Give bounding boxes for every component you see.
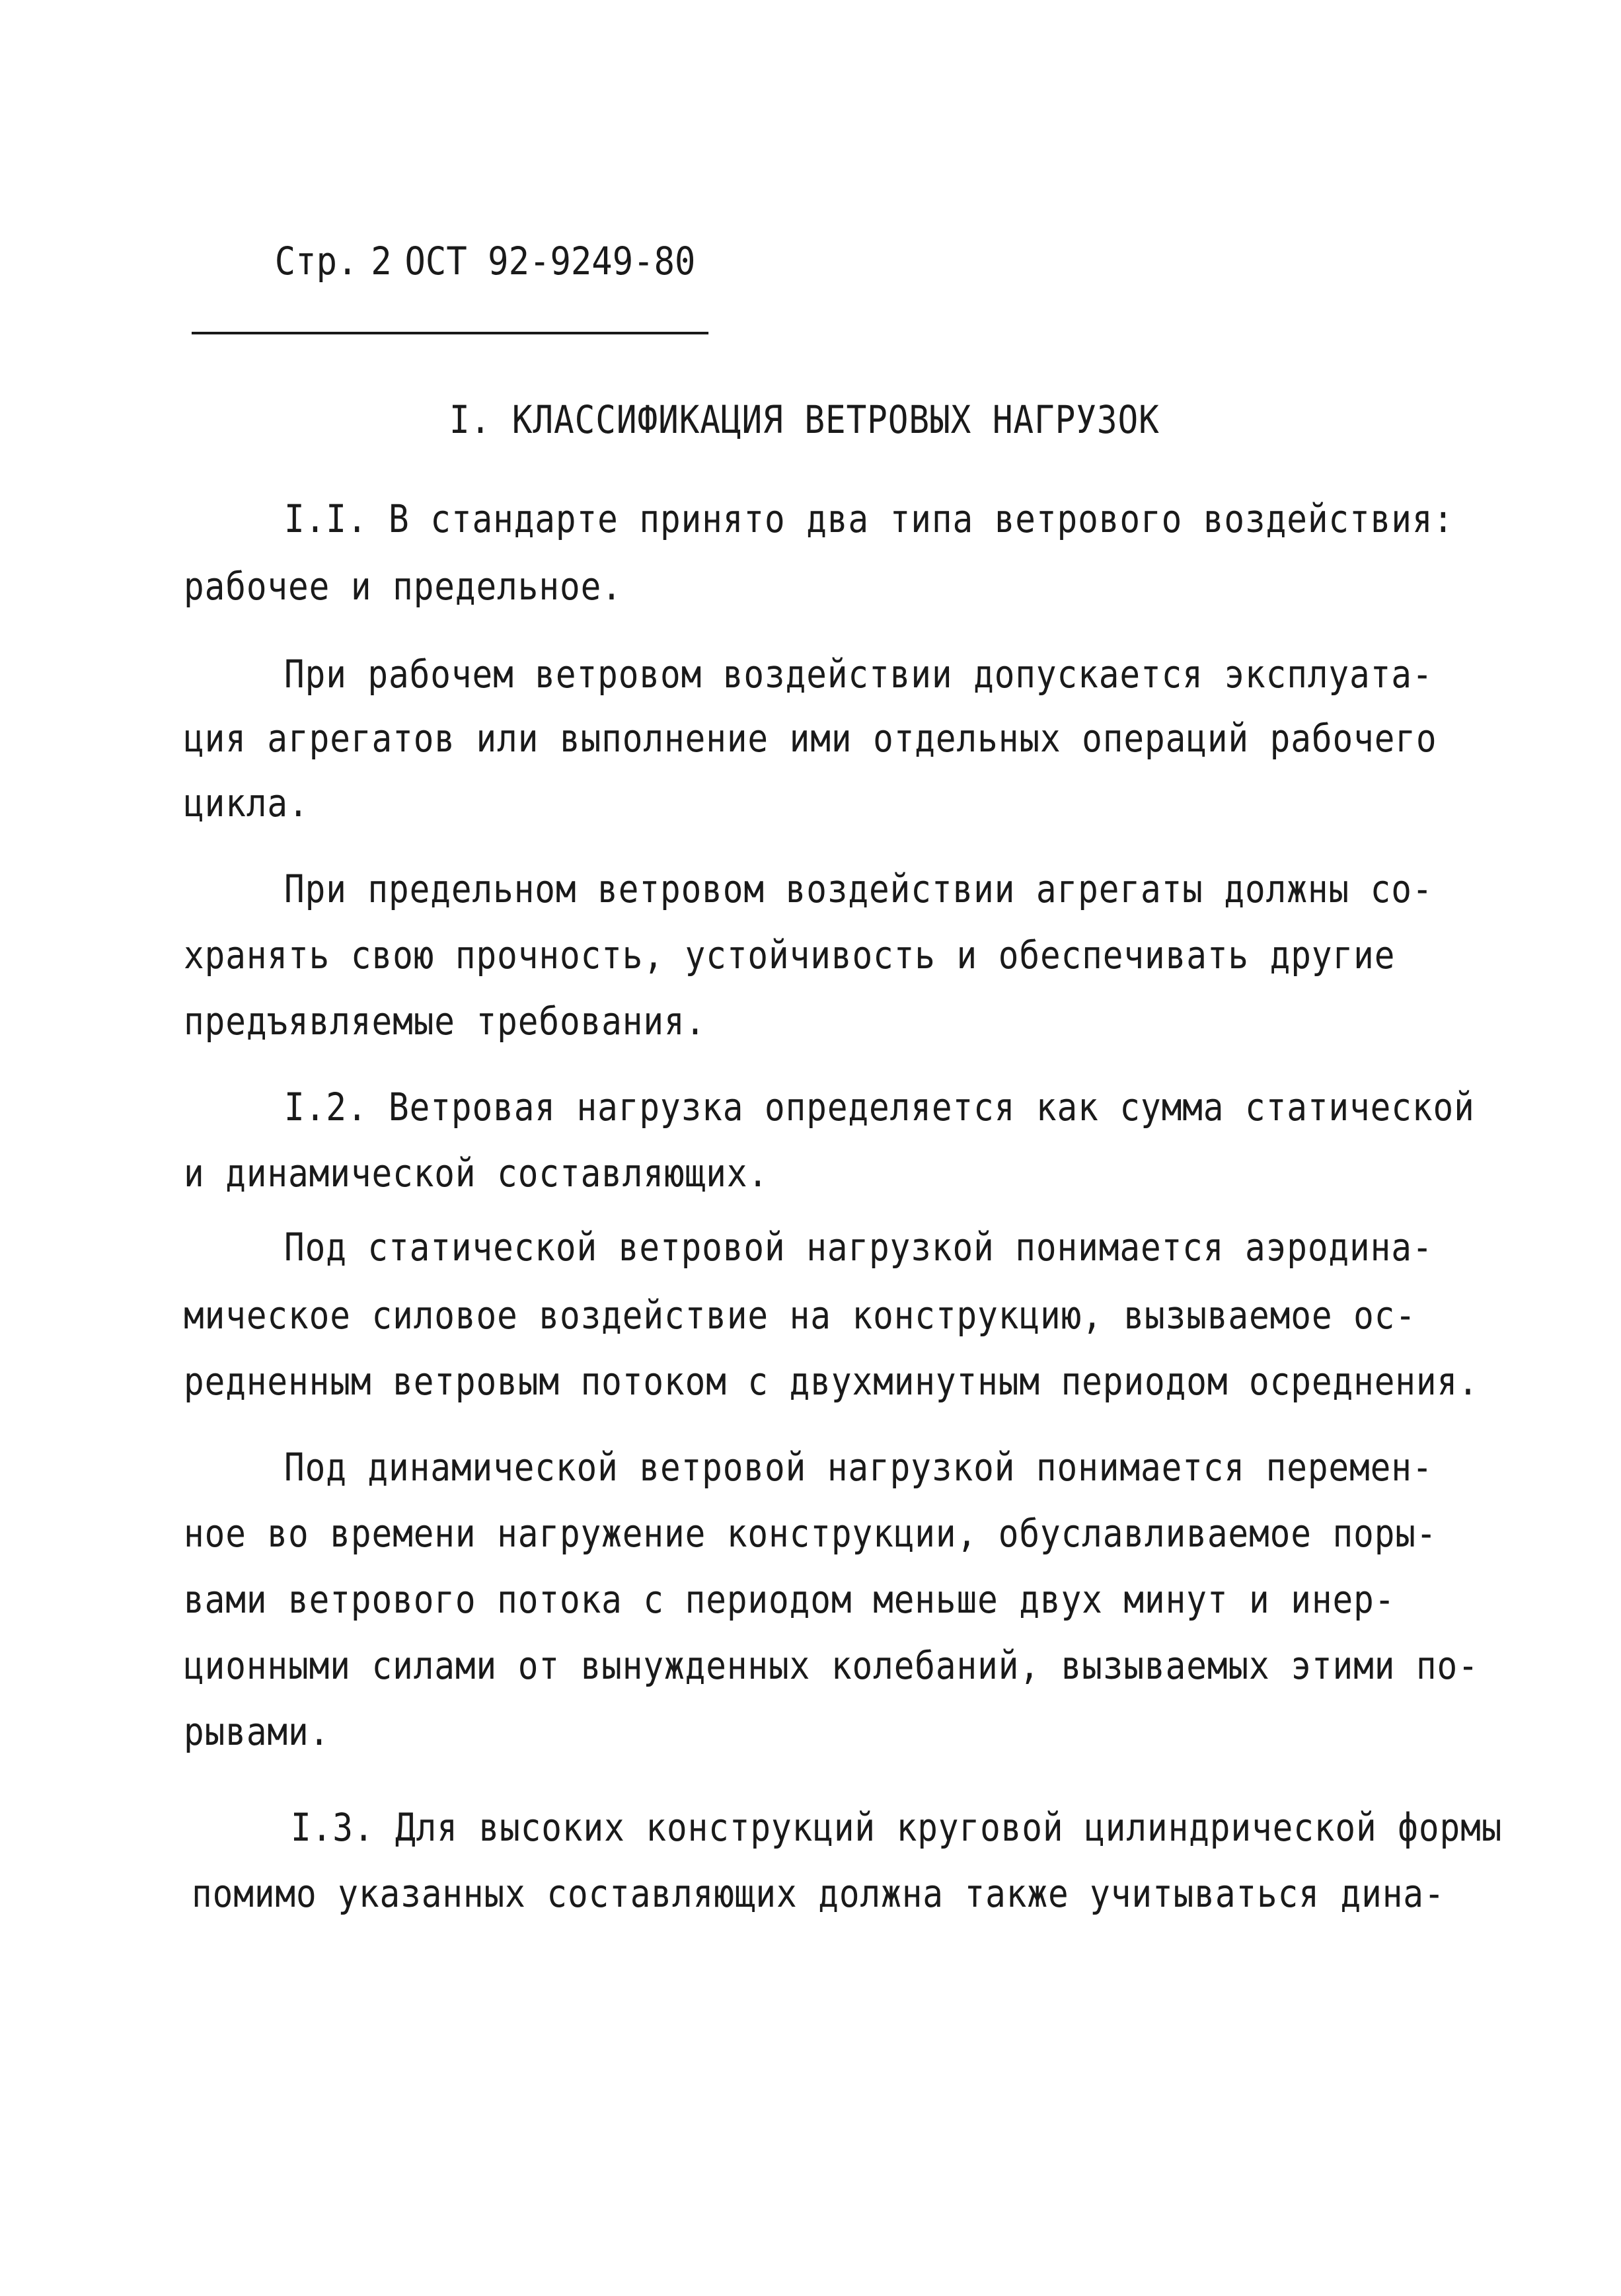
paragraph-line: помимо указанных составляющих должна также учитываться дина-: [192, 1871, 1445, 1916]
paragraph-line: рывами.: [184, 1709, 330, 1754]
paragraph-line: При рабочем ветровом воздействии допускается эксплуата-: [284, 652, 1433, 697]
paragraph-line: Под статической ветровой нагрузкой понимается аэродина-: [284, 1225, 1433, 1270]
paragraph-line: предъявляемые требования.: [184, 999, 706, 1044]
paragraph-line: I.2. Ветровая нагрузка определяется как сумма статической: [284, 1085, 1475, 1129]
paragraph-line: рабочее и предельное.: [184, 564, 622, 609]
paragraph-line: вами ветрового потока с периодом меньше двух минут и инер-: [184, 1577, 1396, 1622]
paragraph-line: ное во времени нагружение конструкции, обуславливаемое поры-: [184, 1511, 1437, 1556]
section-title: I. КЛАССИФИКАЦИЯ ВЕТРОВЫХ НАГРУЗОК: [449, 397, 1160, 442]
page-header: [192, 192, 708, 334]
paragraph-line: ционными силами от вынужденных колебаний, вызываемых этими по-: [184, 1643, 1479, 1688]
page-label: Стр.: [274, 239, 358, 284]
paragraph-line: I.3. Для высоких конструкций круговой цилиндрической формы: [291, 1805, 1503, 1850]
document-code: ОСТ 92-9249-80: [404, 239, 696, 284]
paragraph-line: ция агрегатов или выполнение ими отдельных операций рабочего: [184, 716, 1437, 761]
paragraph-line: хранять свою прочность, устойчивость и обеспечивать другие: [184, 933, 1396, 977]
paragraph-line: При предельном ветровом воздействии агрегаты должны со-: [284, 866, 1433, 911]
paragraph-line: и динамической составляющих.: [184, 1151, 769, 1196]
page-number: 2: [371, 239, 392, 284]
paragraph-line: мическое силовое воздействие на конструкцию, вызываемое ос-: [184, 1293, 1416, 1338]
paragraph-line: редненным ветровым потоком с двухминутным периодом осреднения.: [184, 1359, 1479, 1404]
paragraph-line: I.I. В стандарте принято два типа ветрового воздействия:: [284, 496, 1454, 541]
paragraph-line: Под динамической ветровой нагрузкой понимается перемен-: [284, 1445, 1433, 1490]
paragraph-line: цикла.: [184, 781, 309, 825]
